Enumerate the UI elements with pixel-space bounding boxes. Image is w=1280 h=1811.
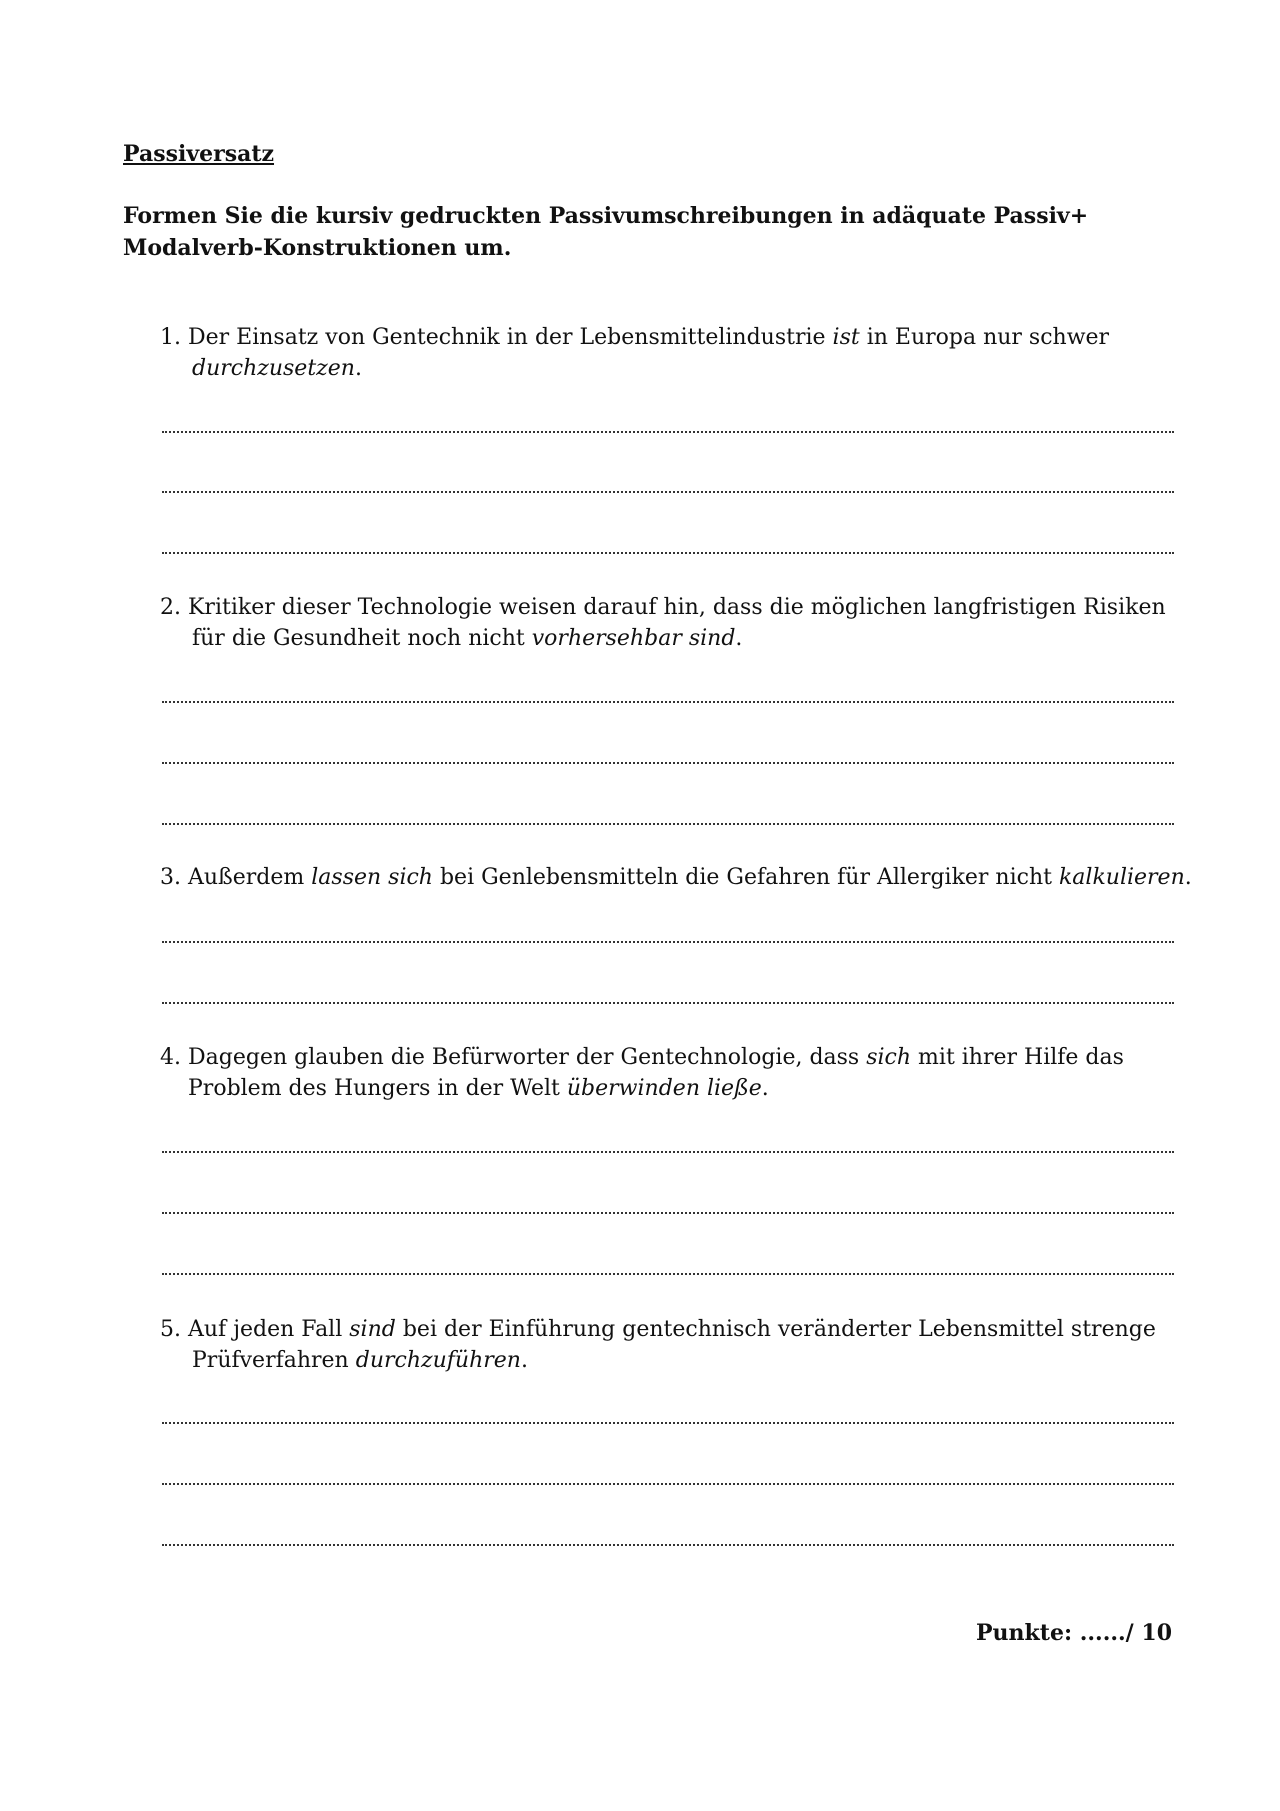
question-text: . <box>761 1076 769 1101</box>
answer-line[interactable] <box>162 941 1174 943</box>
question-text: Der Einsatz von Gentechnik in der Lebensmittelindustrie <box>188 325 833 350</box>
italic-phrase: durchzusetzen <box>192 356 355 381</box>
question-3-line-1 <box>160 862 1192 893</box>
question-2-line-1 <box>160 592 1180 623</box>
question-3 <box>160 862 1192 893</box>
question-5-line-2 <box>160 1345 1180 1376</box>
question-1-line-2 <box>160 353 1180 384</box>
question-text: . <box>735 626 743 651</box>
page-title: Passiversatz <box>123 141 275 167</box>
italic-phrase: ist <box>832 325 860 350</box>
question-text: Prüfverfahren <box>192 1348 356 1373</box>
answer-line[interactable] <box>162 431 1174 433</box>
question-text: bei Genlebensmitteln die Gefahren für Allergiker nicht <box>432 865 1059 890</box>
instruction-line-2: Modalverb-Konstruktionen um. <box>123 235 512 261</box>
question-number: 2. <box>160 595 181 620</box>
italic-phrase: überwinden ließe <box>566 1076 762 1101</box>
italic-phrase: lassen sich <box>311 865 433 890</box>
question-number: 1. <box>160 325 181 350</box>
question-text: Auf jeden Fall <box>188 1317 350 1342</box>
question-1 <box>160 322 1180 384</box>
question-4-line-1 <box>160 1042 1180 1073</box>
question-text: . <box>354 356 362 381</box>
question-text: Außerdem <box>188 865 312 890</box>
answer-line[interactable] <box>162 1422 1174 1424</box>
italic-phrase: kalkulieren <box>1058 865 1185 890</box>
answer-line[interactable] <box>162 1544 1174 1546</box>
question-text: Dagegen glauben die Befürworter der Gentechnologie, dass <box>188 1045 867 1070</box>
question-number: 3. <box>160 865 181 890</box>
question-text: bei der Einführung gentechnisch veränderter Lebensmittel strenge <box>395 1317 1156 1342</box>
question-number: 5. <box>160 1317 181 1342</box>
question-text: in Europa nur schwer <box>859 325 1110 350</box>
question-number: 4. <box>160 1045 181 1070</box>
task-instruction <box>123 200 1123 264</box>
question-text: . <box>520 1348 528 1373</box>
question-text: mit ihrer Hilfe das <box>911 1045 1124 1070</box>
answer-line[interactable] <box>162 1273 1174 1275</box>
question-text: . <box>1184 865 1192 890</box>
question-2 <box>160 592 1180 654</box>
italic-phrase: sind <box>349 1317 396 1342</box>
score-field: Punkte: ....../ 10 <box>976 1620 1172 1646</box>
italic-phrase: vorhersehbar sind <box>531 626 736 651</box>
italic-phrase: durchzuführen <box>355 1348 521 1373</box>
answer-line[interactable] <box>162 701 1174 703</box>
question-4 <box>160 1042 1180 1104</box>
question-5 <box>160 1314 1180 1376</box>
question-1-line-1 <box>160 322 1180 353</box>
answer-line[interactable] <box>162 823 1174 825</box>
answer-line[interactable] <box>162 762 1174 764</box>
question-4-line-2 <box>160 1073 1180 1104</box>
question-text: Problem des Hungers in der Welt <box>188 1076 567 1101</box>
question-text: Kritiker dieser Technologie weisen darauf hin, dass die möglichen langfristigen Risiken <box>188 595 1166 620</box>
answer-line[interactable] <box>162 491 1174 493</box>
question-5-line-1 <box>160 1314 1180 1345</box>
question-text: für die Gesundheit noch nicht <box>192 626 532 651</box>
answer-line[interactable] <box>162 1483 1174 1485</box>
answer-line[interactable] <box>162 552 1174 554</box>
question-2-line-2 <box>160 623 1180 654</box>
answer-line[interactable] <box>162 1212 1174 1214</box>
answer-line[interactable] <box>162 1151 1174 1153</box>
italic-phrase: sich <box>866 1045 912 1070</box>
instruction-line-1: Formen Sie die kursiv gedruckten Passivumschreibungen in adäquate Passiv+ <box>123 203 1089 229</box>
answer-line[interactable] <box>162 1002 1174 1004</box>
